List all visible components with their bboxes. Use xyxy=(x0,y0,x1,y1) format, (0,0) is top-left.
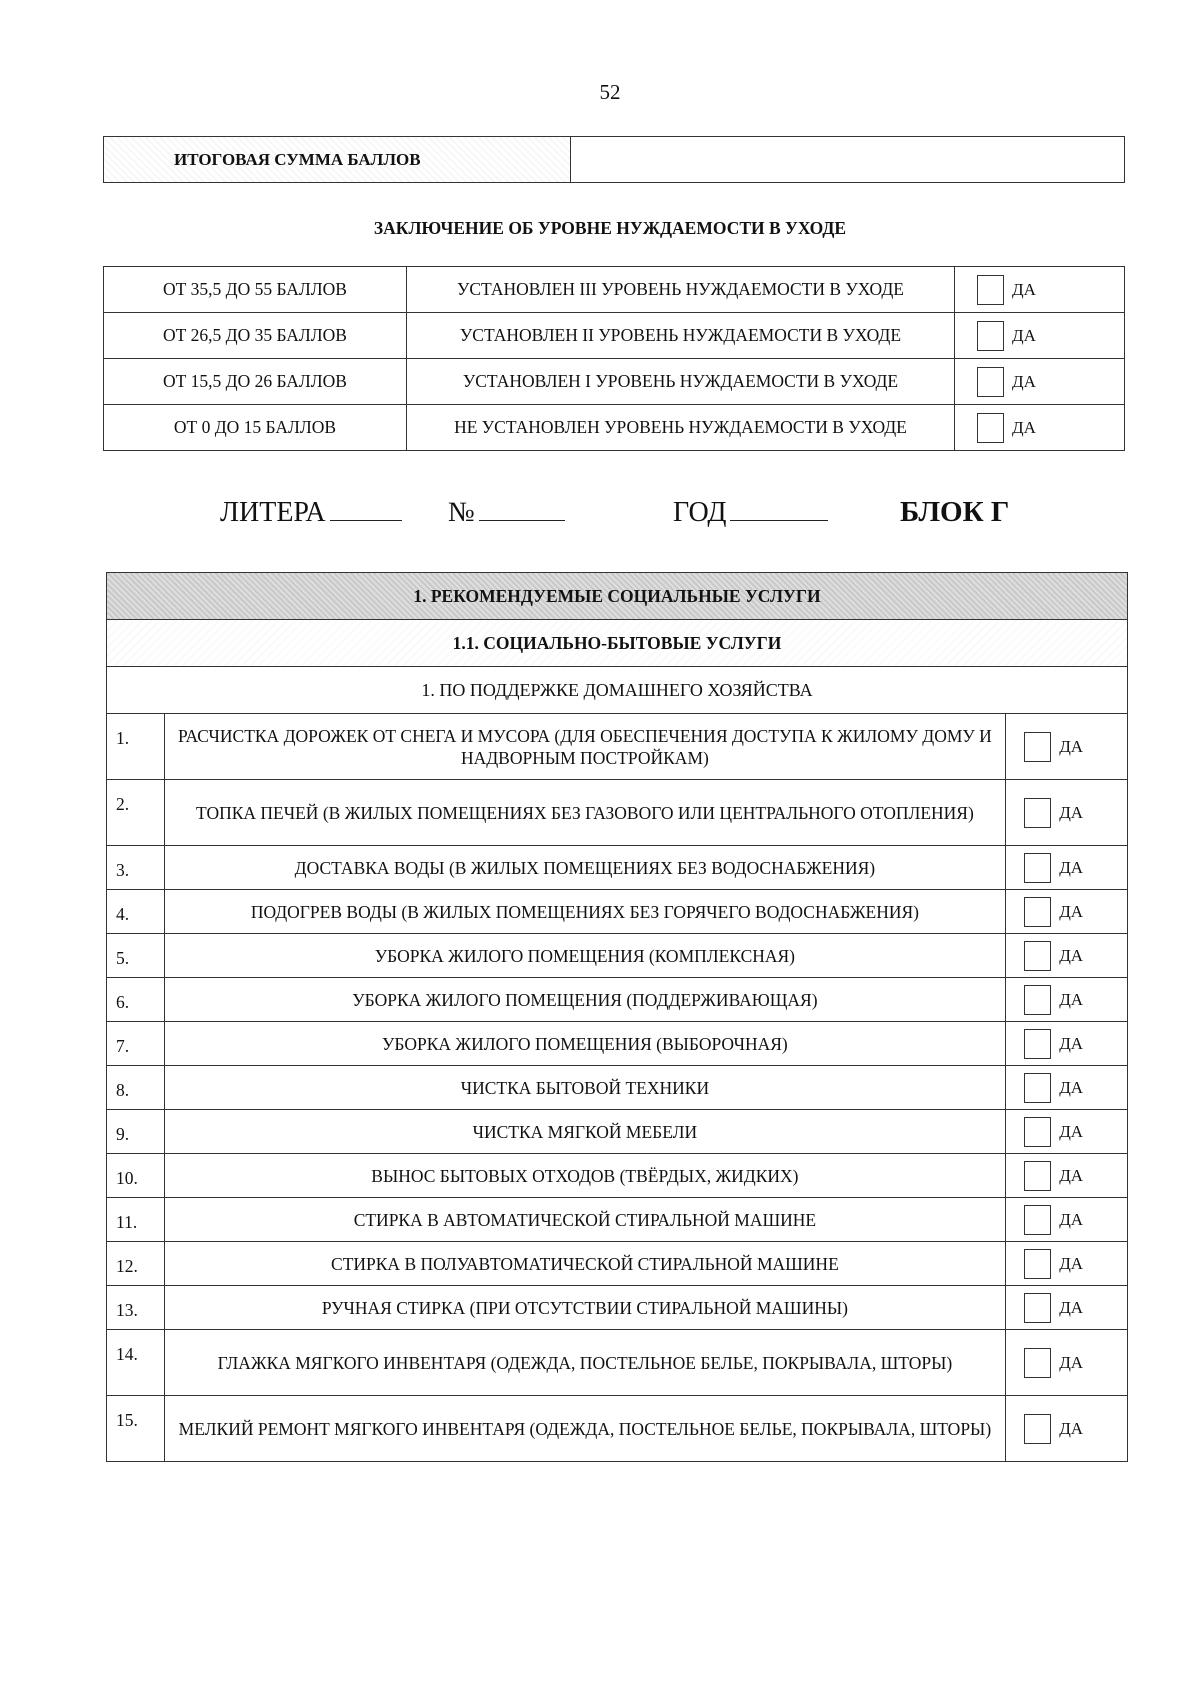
service-row xyxy=(107,714,1128,780)
service-check-cell xyxy=(1006,714,1128,780)
service-name: РУЧНАЯ СТИРКА (ПРИ ОТСУТСТВИИ СТИРАЛЬНОЙ МАШИНЫ) xyxy=(164,1286,1006,1330)
service-name: УБОРКА ЖИЛОГО ПОМЕЩЕНИЯ (КОМПЛЕКСНАЯ) xyxy=(164,934,1006,978)
service-name: ГЛАЖКА МЯГКОГО ИНВЕНТАРЯ (ОДЕЖДА, ПОСТЕЛЬНОЕ БЕЛЬЕ, ПОКРЫВАЛА, ШТОРЫ) xyxy=(164,1330,1006,1396)
yes-checkbox[interactable] xyxy=(1024,985,1051,1015)
yes-checkbox[interactable] xyxy=(977,275,1004,305)
year-label: ГОД xyxy=(673,497,727,528)
yes-label: ДА xyxy=(1059,736,1084,756)
yes-label: ДА xyxy=(1059,1418,1084,1438)
service-check-cell xyxy=(1006,934,1128,978)
service-name: МЕЛКИЙ РЕМОНТ МЯГКОГО ИНВЕНТАРЯ (ОДЕЖДА, ПОСТЕЛЬНОЕ БЕЛЬЕ, ПОКРЫВАЛА, ШТОРЫ) xyxy=(164,1396,1006,1462)
year-blank[interactable] xyxy=(730,496,828,521)
care-level-check-cell xyxy=(955,405,1125,451)
care-level-row xyxy=(104,313,1125,359)
service-check-cell xyxy=(1006,1286,1128,1330)
service-row xyxy=(107,1330,1128,1396)
yes-label: ДА xyxy=(1059,1297,1084,1317)
total-score-label: ИТОГОВАЯ СУММА БАЛЛОВ xyxy=(104,137,571,183)
service-check-cell xyxy=(1006,1198,1128,1242)
service-name: СТИРКА В ПОЛУАВТОМАТИЧЕСКОЙ СТИРАЛЬНОЙ МАШИНЕ xyxy=(164,1242,1006,1286)
yes-label: ДА xyxy=(1059,901,1084,921)
litera-field xyxy=(220,496,402,529)
yes-label: ДА xyxy=(1012,279,1036,299)
yes-checkbox[interactable] xyxy=(1024,853,1051,883)
yes-label: ДА xyxy=(1059,1165,1084,1185)
yes-checkbox[interactable] xyxy=(1024,798,1051,828)
service-check-cell xyxy=(1006,1242,1128,1286)
yes-label: ДА xyxy=(1059,989,1084,1009)
document-id-line xyxy=(0,496,1200,536)
service-row xyxy=(107,1110,1128,1154)
service-number: 4. xyxy=(107,890,165,934)
service-name: РАСЧИСТКА ДОРОЖЕК ОТ СНЕГА И МУСОРА (ДЛЯ ОБЕСПЕЧЕНИЯ ДОСТУПА К ЖИЛОМУ ДОМУ И НАДВОРНЫМ ПОСТРОЙКАМ) xyxy=(164,714,1006,780)
score-range: ОТ 15,5 ДО 26 БАЛЛОВ xyxy=(104,359,407,405)
recommended-services-table xyxy=(106,572,1128,1462)
care-level-table xyxy=(103,266,1125,451)
service-check-cell xyxy=(1006,1154,1128,1198)
care-level-description: УСТАНОВЛЕН III УРОВЕНЬ НУЖДАЕМОСТИ В УХОДЕ xyxy=(406,267,954,313)
service-number: 14. xyxy=(107,1330,165,1396)
yes-label: ДА xyxy=(1059,1209,1084,1229)
service-name: ЧИСТКА БЫТОВОЙ ТЕХНИКИ xyxy=(164,1066,1006,1110)
service-number: 1. xyxy=(107,714,165,780)
yes-checkbox[interactable] xyxy=(1024,1414,1051,1444)
yes-checkbox[interactable] xyxy=(1024,1348,1051,1378)
yes-label: ДА xyxy=(1012,371,1036,391)
number-label: № xyxy=(448,497,475,528)
yes-checkbox[interactable] xyxy=(977,367,1004,397)
service-number: 13. xyxy=(107,1286,165,1330)
yes-checkbox[interactable] xyxy=(1024,1029,1051,1059)
litera-label: ЛИТЕРА xyxy=(220,497,326,528)
yes-checkbox[interactable] xyxy=(1024,1161,1051,1191)
number-field xyxy=(448,496,565,529)
service-number: 10. xyxy=(107,1154,165,1198)
service-row xyxy=(107,890,1128,934)
service-name: ЧИСТКА МЯГКОЙ МЕБЕЛИ xyxy=(164,1110,1006,1154)
litera-blank[interactable] xyxy=(330,496,402,521)
year-field xyxy=(673,496,828,529)
service-check-cell xyxy=(1006,978,1128,1022)
care-level-check-cell xyxy=(955,267,1125,313)
care-level-description: УСТАНОВЛЕН I УРОВЕНЬ НУЖДАЕМОСТИ В УХОДЕ xyxy=(406,359,954,405)
conclusion-title: ЗАКЛЮЧЕНИЕ ОБ УРОВНЕ НУЖДАЕМОСТИ В УХОДЕ xyxy=(373,218,847,238)
yes-label: ДА xyxy=(1059,1033,1084,1053)
service-name: ДОСТАВКА ВОДЫ (В ЖИЛЫХ ПОМЕЩЕНИЯХ БЕЗ ВОДОСНАБЖЕНИЯ) xyxy=(164,846,1006,890)
care-level-check-cell xyxy=(955,359,1125,405)
yes-checkbox[interactable] xyxy=(1024,1293,1051,1323)
yes-label: ДА xyxy=(1012,325,1036,345)
yes-checkbox[interactable] xyxy=(1024,1117,1051,1147)
service-row xyxy=(107,1286,1128,1330)
service-row xyxy=(107,1066,1128,1110)
care-level-description: НЕ УСТАНОВЛЕН УРОВЕНЬ НУЖДАЕМОСТИ В УХОДЕ xyxy=(406,405,954,451)
service-check-cell xyxy=(1006,1330,1128,1396)
score-range: ОТ 26,5 ДО 35 БАЛЛОВ xyxy=(104,313,407,359)
service-name: УБОРКА ЖИЛОГО ПОМЕЩЕНИЯ (ВЫБОРОЧНАЯ) xyxy=(164,1022,1006,1066)
yes-checkbox[interactable] xyxy=(1024,1073,1051,1103)
total-score-table xyxy=(103,136,1125,183)
block-label: БЛОК Г xyxy=(900,496,1010,528)
service-row xyxy=(107,978,1128,1022)
care-level-row xyxy=(104,405,1125,451)
service-number: 3. xyxy=(107,846,165,890)
service-number: 12. xyxy=(107,1242,165,1286)
service-number: 5. xyxy=(107,934,165,978)
service-name: ВЫНОС БЫТОВЫХ ОТХОДОВ (ТВЁРДЫХ, ЖИДКИХ) xyxy=(164,1154,1006,1198)
number-blank[interactable] xyxy=(479,496,565,521)
service-row xyxy=(107,1396,1128,1462)
service-check-cell xyxy=(1006,846,1128,890)
yes-label: ДА xyxy=(1059,1253,1084,1273)
care-level-row xyxy=(104,359,1125,405)
yes-label: ДА xyxy=(1059,1121,1084,1141)
service-name: ПОДОГРЕВ ВОДЫ (В ЖИЛЫХ ПОМЕЩЕНИЯХ БЕЗ ГОРЯЧЕГО ВОДОСНАБЖЕНИЯ) xyxy=(164,890,1006,934)
yes-checkbox[interactable] xyxy=(1024,897,1051,927)
yes-label: ДА xyxy=(1059,802,1084,822)
service-row xyxy=(107,1022,1128,1066)
service-name: УБОРКА ЖИЛОГО ПОМЕЩЕНИЯ (ПОДДЕРЖИВАЮЩАЯ) xyxy=(164,978,1006,1022)
service-row xyxy=(107,1198,1128,1242)
service-name: ТОПКА ПЕЧЕЙ (В ЖИЛЫХ ПОМЕЩЕНИЯХ БЕЗ ГАЗОВОГО ИЛИ ЦЕНТРАЛЬНОГО ОТОПЛЕНИЯ) xyxy=(164,780,1006,846)
service-name: СТИРКА В АВТОМАТИЧЕСКОЙ СТИРАЛЬНОЙ МАШИНЕ xyxy=(164,1198,1006,1242)
page-number: 52 xyxy=(599,80,621,104)
service-number: 15. xyxy=(107,1396,165,1462)
service-row xyxy=(107,846,1128,890)
service-check-cell xyxy=(1006,1066,1128,1110)
yes-checkbox[interactable] xyxy=(1024,1249,1051,1279)
service-number: 9. xyxy=(107,1110,165,1154)
yes-label: ДА xyxy=(1012,417,1036,437)
yes-checkbox[interactable] xyxy=(1024,1205,1051,1235)
score-range: ОТ 35,5 ДО 55 БАЛЛОВ xyxy=(104,267,407,313)
service-row xyxy=(107,1154,1128,1198)
service-number: 7. xyxy=(107,1022,165,1066)
section-title: 1. РЕКОМЕНДУЕМЫЕ СОЦИАЛЬНЫЕ УСЛУГИ xyxy=(107,573,1128,620)
yes-label: ДА xyxy=(1059,1077,1084,1097)
service-check-cell xyxy=(1006,1022,1128,1066)
service-check-cell xyxy=(1006,1396,1128,1462)
service-check-cell xyxy=(1006,1110,1128,1154)
yes-label: ДА xyxy=(1059,1352,1084,1372)
service-row xyxy=(107,1242,1128,1286)
score-range: ОТ 0 ДО 15 БАЛЛОВ xyxy=(104,405,407,451)
service-check-cell xyxy=(1006,890,1128,934)
service-number: 2. xyxy=(107,780,165,846)
yes-checkbox[interactable] xyxy=(977,413,1004,443)
total-score-field[interactable] xyxy=(571,137,1125,183)
care-level-check-cell xyxy=(955,313,1125,359)
subsection-title: 1.1. СОЦИАЛЬНО-БЫТОВЫЕ УСЛУГИ xyxy=(107,620,1128,667)
service-number: 6. xyxy=(107,978,165,1022)
yes-checkbox[interactable] xyxy=(1024,941,1051,971)
yes-label: ДА xyxy=(1059,945,1084,965)
group-title: 1. ПО ПОДДЕРЖКЕ ДОМАШНЕГО ХОЗЯЙСТВА xyxy=(107,667,1128,714)
yes-checkbox[interactable] xyxy=(977,321,1004,351)
service-number: 8. xyxy=(107,1066,165,1110)
service-check-cell xyxy=(1006,780,1128,846)
care-level-row xyxy=(104,267,1125,313)
yes-checkbox[interactable] xyxy=(1024,732,1051,762)
service-number: 11. xyxy=(107,1198,165,1242)
yes-label: ДА xyxy=(1059,857,1084,877)
service-row xyxy=(107,934,1128,978)
service-row xyxy=(107,780,1128,846)
care-level-description: УСТАНОВЛЕН II УРОВЕНЬ НУЖДАЕМОСТИ В УХОДЕ xyxy=(406,313,954,359)
